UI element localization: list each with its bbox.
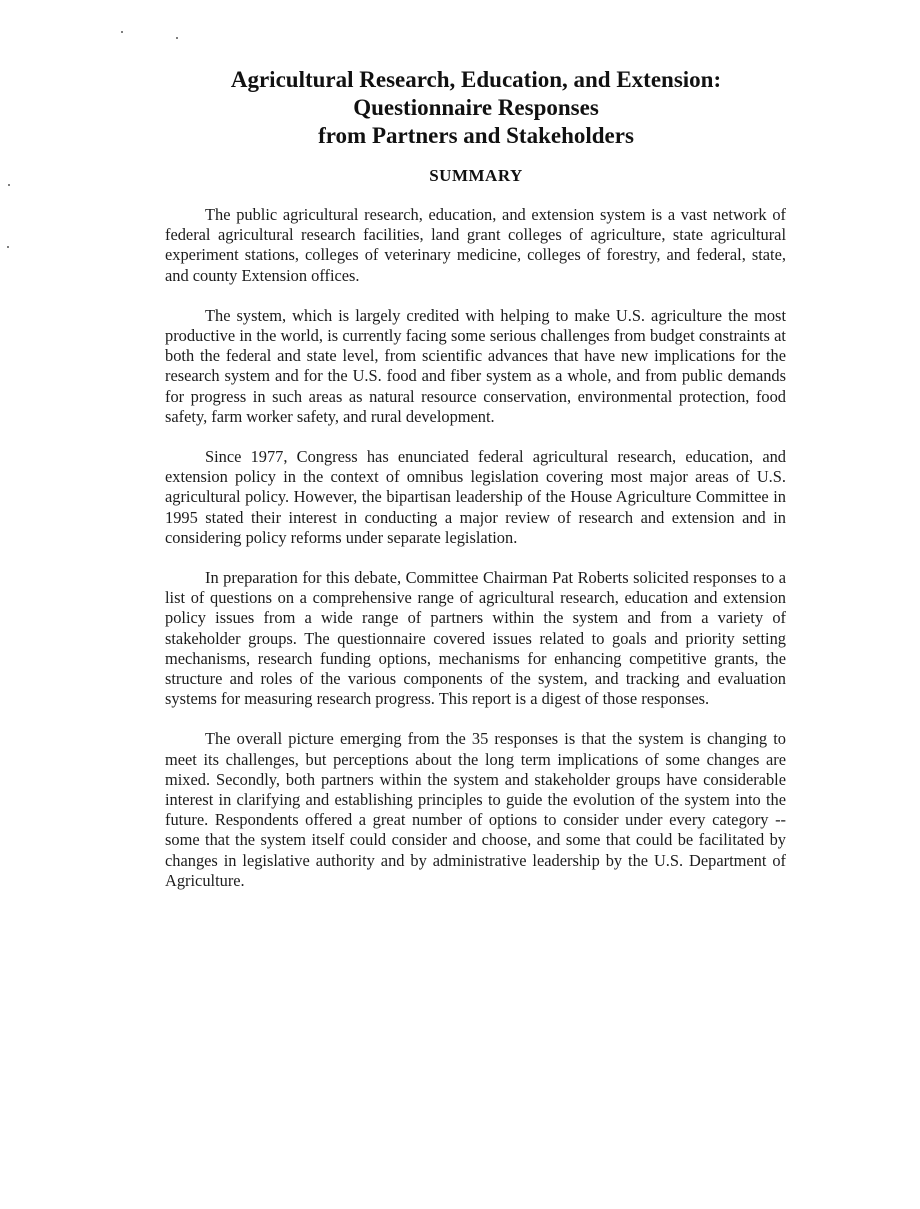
paragraph-5: The overall picture emerging from the 35 responses is that the system is changing to meet its challenges, but perceptions about the long term implications of some changes are mixed. Secondly, both partners within the system and stakeholder groups have considerable interest in clarifying and establishing principles to guide the evolution of the system into the future. Respondents offered a great number of options to consider under every category -- some that the system itself could consider and choose, and some that could be facilitated by changes in legislative authority and by administrative leadership by the U.S. Department of Agriculture. xyxy=(165,729,786,890)
paragraph-4: In preparation for this debate, Committee Chairman Pat Roberts solicited responses to a list of questions on a comprehensive range of agricultural research, education and extension policy issues from a wide range of partners within the system and from a variety of stakeholder groups. The questionnaire covered issues related to goals and priority setting mechanisms, research funding options, mechanisms for enhancing competitive grants, the structure and roles of the various components of the system, and tracking and evaluation systems for measuring research progress. This report is a digest of those responses. xyxy=(165,568,786,709)
scan-speck xyxy=(8,184,10,186)
scan-speck xyxy=(176,37,178,39)
paragraph-3: Since 1977, Congress has enunciated federal agricultural research, education, and extension policy in the context of omnibus legislation covering most major areas of U.S. agricultural policy. However, the bipartisan leadership of the House Agriculture Committee in 1995 stated their interest in conducting a major review of research and extension and in considering policy reforms under separate legislation. xyxy=(165,447,786,547)
summary-body xyxy=(165,205,786,911)
title-line-2: Questionnaire Responses xyxy=(353,95,599,120)
document-title xyxy=(160,66,792,150)
scan-speck xyxy=(7,246,9,248)
paragraph-2: The system, which is largely credited with helping to make U.S. agriculture the most productive in the world, is currently facing some serious challenges from budget constraints at both the federal and state level, from scientific advances that have new implications for the research system and for the U.S. food and fiber system as a whole, and from public demands for progress in such areas as natural resource conservation, environmental protection, food safety, farm worker safety, and rural development. xyxy=(165,305,786,426)
title-line-1: Agricultural Research, Education, and Extension: xyxy=(230,67,722,92)
paragraph-1: The public agricultural research, education, and extension system is a vast network of federal agricultural research facilities, land grant colleges of agriculture, state agricultural experiment stations, colleges of veterinary medicine, colleges of forestry, and federal, state, and county Extension offices. xyxy=(165,205,786,285)
scan-speck xyxy=(121,31,123,33)
title-line-3: from Partners and Stakeholders xyxy=(318,123,634,148)
summary-heading: SUMMARY xyxy=(429,166,523,185)
